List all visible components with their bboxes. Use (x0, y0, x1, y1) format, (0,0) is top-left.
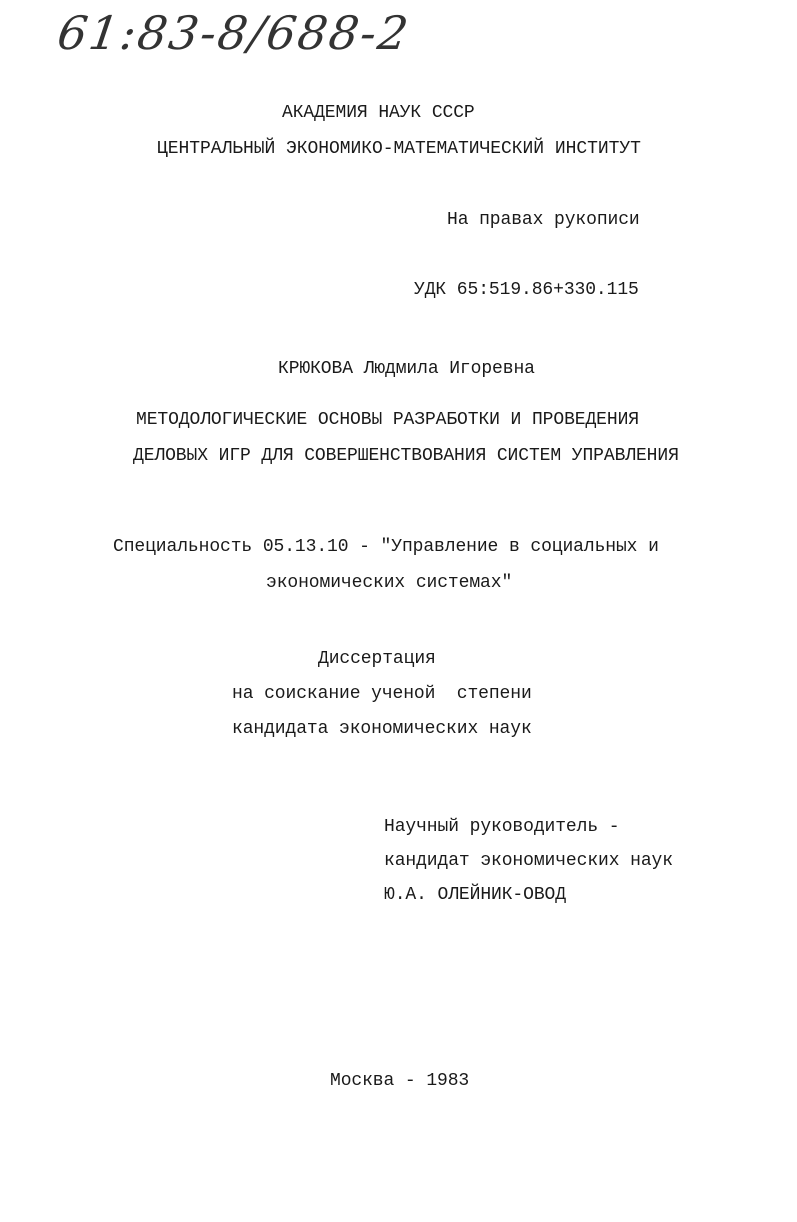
manuscript-note: На правах рукописи (447, 210, 640, 230)
specialty-line-2: экономических системах" (266, 573, 513, 593)
place-year: Москва - 1983 (330, 1071, 470, 1091)
thesis-title-line-2: ДЕЛОВЫХ ИГР ДЛЯ СОВЕРШЕНСТВОВАНИЯ СИСТЕМ УПРАВЛЕНИЯ (133, 446, 679, 466)
author-name: КРЮКОВА Людмила Игоревна (278, 359, 535, 379)
specialty-line-1: Специальность 05.13.10 - "Управление в социальных и (113, 537, 659, 557)
academy-heading: АКАДЕМИЯ НАУК СССР (282, 103, 475, 123)
advisor-degree: кандидат экономических наук (384, 851, 673, 871)
degree-line-3: кандидата экономических наук (232, 719, 532, 739)
udc-code: УДК 65:519.86+330.115 (414, 280, 639, 300)
institute-heading: ЦЕНТРАЛЬНЫЙ ЭКОНОМИКО-МАТЕМАТИЧЕСКИЙ ИНСТИТУТ (157, 139, 641, 159)
degree-line-2: на соискание ученой степени (232, 684, 532, 704)
thesis-title-line-1: МЕТОДОЛОГИЧЕСКИЕ ОСНОВЫ РАЗРАБОТКИ И ПРОВЕДЕНИЯ (136, 410, 639, 430)
degree-type: Диссертация (318, 649, 436, 669)
advisor-label: Научный руководитель - (384, 817, 620, 837)
handwritten-archive-code: 61:83-8/688-2 (54, 6, 414, 60)
advisor-name: Ю.А. ОЛЕЙНИК-ОВОД (384, 885, 566, 905)
